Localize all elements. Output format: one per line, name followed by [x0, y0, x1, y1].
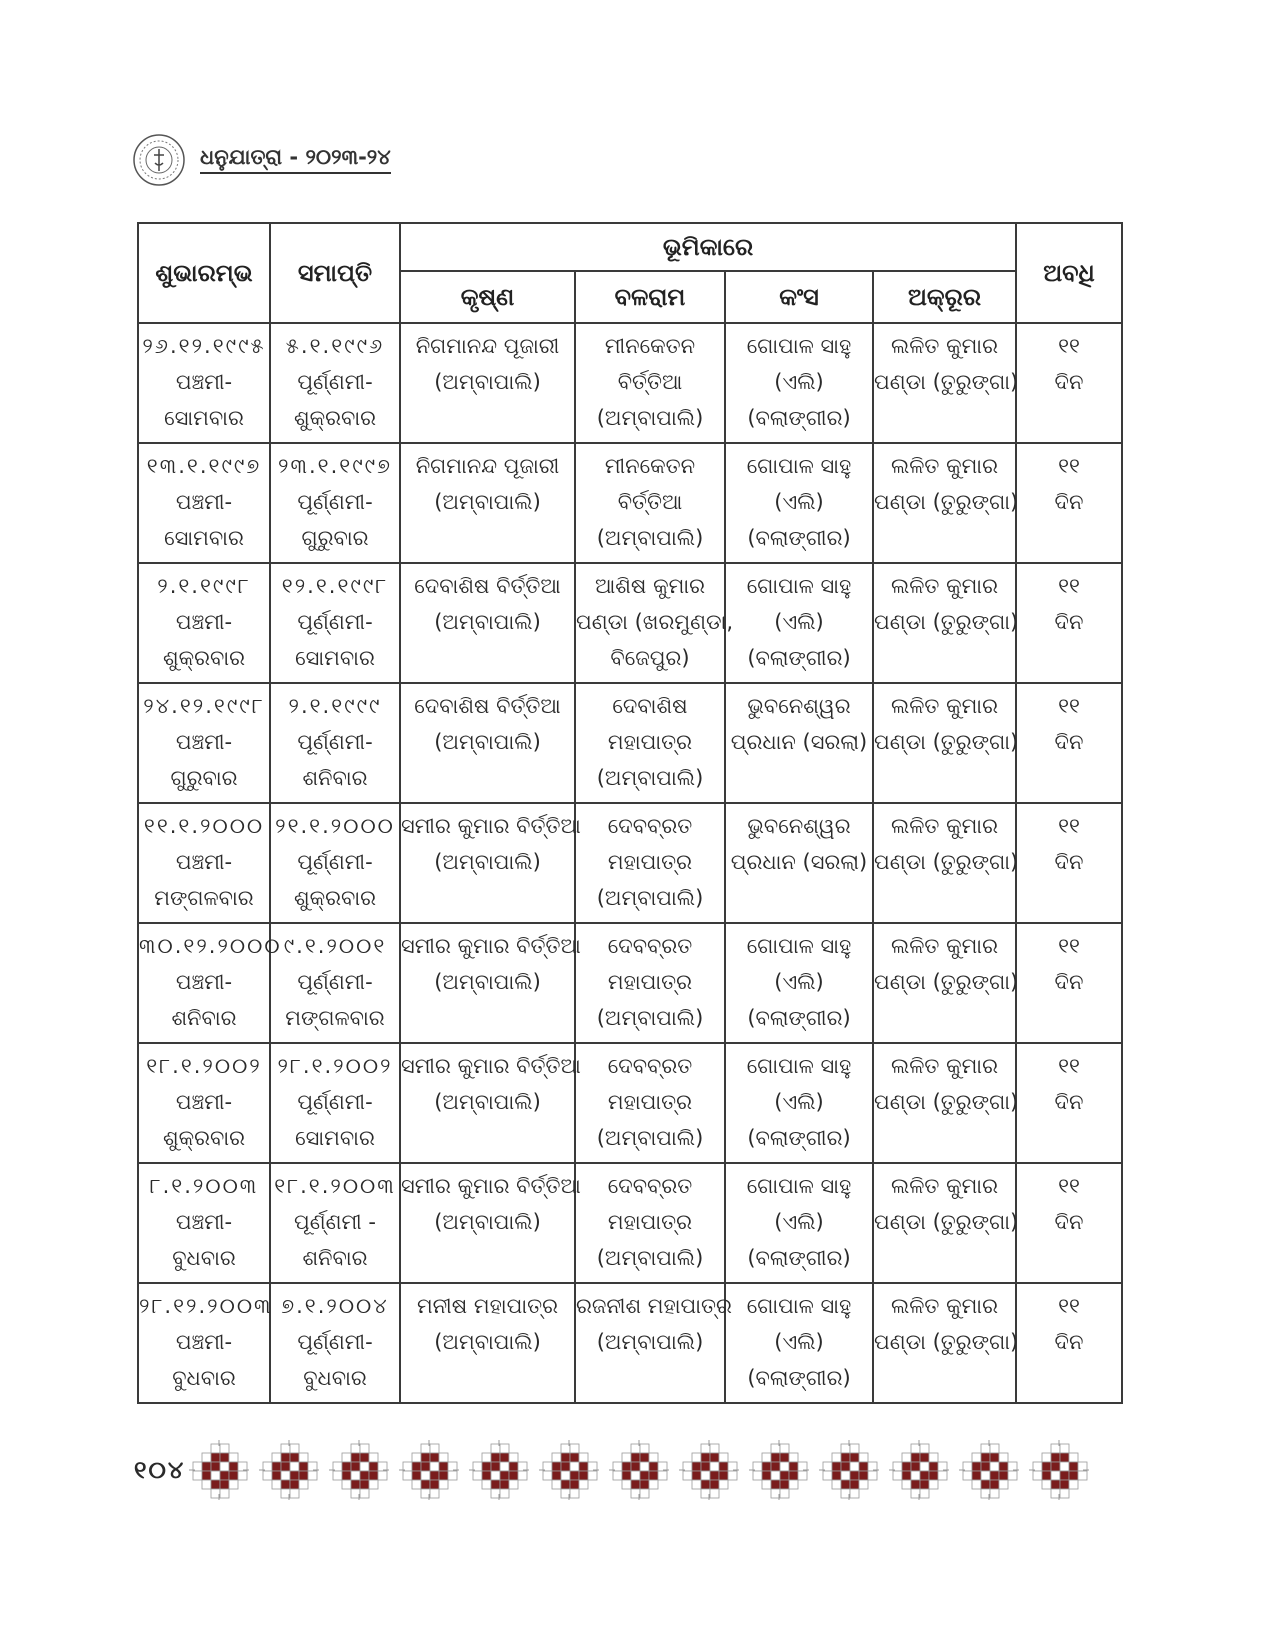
cell-balarama [575, 1283, 732, 1403]
cell-line: ପଣ୍ଡା (ତୁରୁଙ୍ଗା) [874, 370, 1019, 394]
cell-line: (ଏଲି) [774, 1090, 824, 1114]
cell-akrura [873, 683, 1019, 803]
cell-line: ଗୁରୁବାର [170, 766, 238, 790]
cell-balarama [575, 323, 725, 443]
cell-line: ମଙ୍ଗଳବାର [154, 886, 254, 910]
cross-ornament-icon [1029, 1440, 1089, 1500]
cell-line: ୫.୧.୧୯୯୬ [285, 334, 385, 358]
cell-end [270, 923, 400, 1043]
cell-line: (ଅମ୍ବାପାଲି) [434, 1210, 541, 1234]
cell-balarama [575, 1163, 725, 1283]
cell-line: ଦେବାଶିଷ [612, 694, 688, 718]
cell-line: ବିଜେପୁର) [610, 646, 690, 670]
cell-duration [1016, 683, 1122, 803]
cell-line: ଦେବବ୍ରତ [607, 934, 693, 958]
cell-kansa [725, 803, 873, 923]
cell-start [138, 923, 282, 1043]
table-body [138, 323, 1122, 1403]
page-title: ଧନୁଯାତ୍ରା - ୨୦୨୩-୨୪ [200, 146, 391, 174]
cell-line: ଆଶିଷ କୁମାର [594, 574, 706, 598]
cell-line: ୨୬.୧୨.୧୯୯୫ [142, 334, 266, 358]
cell-end [270, 1043, 400, 1163]
cell-line: ୧୧ [1058, 934, 1080, 958]
col-header-end: ସମାପ୍ତି [270, 223, 400, 323]
cell-end [270, 563, 400, 683]
cell-balarama [575, 683, 725, 803]
cell-end [270, 323, 400, 443]
table-row [138, 923, 1122, 1043]
cell-line: ବୁଧବାର [303, 1366, 367, 1390]
col-header-krishna: କୃଷ୍ଣ [400, 271, 575, 323]
cell-line: ପଞ୍ଚମୀ- [175, 610, 233, 634]
cell-line: ୧୧.୧.୨୦୦୦ [143, 814, 265, 838]
cell-line: ପଞ୍ଚମୀ- [175, 970, 233, 994]
cell-balarama [575, 563, 734, 683]
table-row [138, 1283, 1122, 1403]
cell-line: ମହାପାତ୍ର [607, 730, 693, 754]
col-header-roles-group: ଭୂମିକାରେ [400, 223, 1016, 271]
cell-line: (ଅମ୍ବାପାଲି) [434, 1330, 541, 1354]
page-number: ୧୦୪ [134, 1456, 186, 1484]
cell-line: ଲଳିତ କୁମାର [891, 1294, 999, 1318]
cell-line: ଶନିବାର [302, 1246, 368, 1270]
cell-kansa [725, 1043, 873, 1163]
cell-line: ୧୧ [1058, 694, 1080, 718]
cell-krishna [400, 443, 575, 563]
col-header-start: ଶୁଭାରମ୍ଭ [138, 223, 270, 323]
cell-line: ୨୮.୧.୨୦୦୨ [277, 1054, 393, 1078]
cell-kansa [725, 323, 873, 443]
cell-line: ସମୀର କୁମାର ବିର୍ତ୍ତିଆ [401, 1054, 581, 1078]
cell-line: (ଏଲି) [774, 490, 824, 514]
cell-line: ପଞ୍ଚମୀ- [175, 1210, 233, 1234]
cross-ornament-icon [329, 1440, 389, 1500]
cell-line: ୧୧ [1058, 334, 1080, 358]
cell-line: (ବଲାଙ୍ଗୀର) [747, 1126, 851, 1150]
cell-line: ପ୍ରଧାନ (ସରଲା) [730, 730, 868, 754]
cross-ornament-icon [189, 1440, 249, 1500]
cross-ornament-icon [399, 1440, 459, 1500]
cell-krishna [400, 563, 575, 683]
cell-line: ୧୩.୧.୧୯୯୭ [146, 454, 262, 478]
cell-krishna [400, 683, 575, 803]
cell-line: (ଅମ୍ବାପାଲି) [434, 1090, 541, 1114]
table-row [138, 1163, 1122, 1283]
cell-akrura [873, 323, 1019, 443]
cell-line: ପୂର୍ଣ୍ଣମୀ- [297, 1090, 373, 1114]
cell-line: ୧୧ [1058, 574, 1080, 598]
cell-line: ମହାପାତ୍ର [607, 850, 693, 874]
table-row [138, 443, 1122, 563]
cell-line: ପୂର୍ଣ୍ଣମୀ- [297, 850, 373, 874]
cell-line: ଲଳିତ କୁମାର [891, 934, 999, 958]
cell-line: ସୋମବାର [295, 646, 375, 670]
cell-krishna [400, 1163, 581, 1283]
cell-line: ନିଗମାନନ୍ଦ ପୂଜାରୀ [415, 454, 560, 478]
cell-duration [1016, 1283, 1122, 1403]
cell-line: (ଏଲି) [774, 610, 824, 634]
col-header-duration: ଅବଧି [1016, 223, 1122, 323]
cell-line: (ଅମ୍ବାପାଲି) [596, 766, 704, 790]
cell-duration [1016, 1163, 1122, 1283]
cell-line: ଦେବବ୍ରତ [607, 1054, 693, 1078]
cell-akrura [873, 1283, 1019, 1403]
cell-line: ପଣ୍ଡା (ତୁରୁଙ୍ଗା) [874, 1210, 1019, 1234]
cell-line: ୧୮.୧.୨୦୦୩ [274, 1174, 396, 1198]
cell-duration [1016, 923, 1122, 1043]
cell-line: ଗୁରୁବାର [301, 526, 369, 550]
cell-line: ମୀନକେତନ [604, 454, 696, 478]
cell-krishna [400, 923, 581, 1043]
cell-line: ସମୀର କୁମାର ବିର୍ତ୍ତିଆ [401, 1174, 581, 1198]
cell-line: ଦେବବ୍ରତ [607, 1174, 693, 1198]
cell-balarama [575, 1043, 725, 1163]
cell-line: ୩୦.୧୨.୨୦୦୦ [139, 934, 282, 958]
cell-line: ଶନିବାର [302, 766, 368, 790]
cell-line: ଦିନ [1054, 970, 1084, 994]
cell-line: ଗୋପାଳ ସାହୁ [746, 454, 852, 478]
cell-line: ନିଗମାନନ୍ଦ ପୂଜାରୀ [415, 334, 560, 358]
cell-line: ଗୋପାଳ ସାହୁ [746, 334, 852, 358]
cell-line: ଶୁକ୍ରବାର [293, 406, 377, 430]
cell-line: ସୋମବାର [164, 526, 244, 550]
cell-start [138, 683, 270, 803]
cell-line: ପଣ୍ଡା (ତୁରୁଙ୍ଗା) [874, 1330, 1019, 1354]
cell-line: ଲଳିତ କୁମାର [891, 1054, 999, 1078]
cell-line: ମହାପାତ୍ର [607, 1210, 693, 1234]
cell-line: (ଏଲି) [774, 1210, 824, 1234]
cell-line: ପୂର୍ଣ୍ଣମୀ- [297, 730, 373, 754]
cell-line: (ଅମ୍ବାପାଲି) [596, 1006, 704, 1030]
cell-line: (ଅମ୍ବାପାଲି) [596, 1246, 704, 1270]
cell-line: ୨୩.୧.୧୯୯୭ [278, 454, 392, 478]
cell-line: ପଞ୍ଚମୀ- [175, 730, 233, 754]
cell-line: ପଣ୍ଡା (ତୁରୁଙ୍ଗା) [874, 730, 1019, 754]
col-header-akrura: ଅକ୍ରୂର [873, 271, 1016, 323]
cell-line: ଶୁକ୍ରବାର [162, 646, 246, 670]
cell-duration [1016, 563, 1122, 683]
cell-line: ୧୨.୧.୧୯୯୮ [281, 574, 389, 598]
cell-end [270, 1283, 400, 1403]
cell-line: ପଞ୍ଚମୀ- [175, 1090, 233, 1114]
cell-duration [1016, 443, 1122, 563]
col-header-balarama: ବଳରାମ [575, 271, 725, 323]
cell-line: ଲଳିତ କୁମାର [891, 334, 999, 358]
table-row [138, 1043, 1122, 1163]
cell-line: ଦିନ [1054, 490, 1084, 514]
cell-line: ୨୮.୧୨.୨୦୦୩ [139, 1294, 273, 1318]
cell-line: ବୁଧବାର [172, 1246, 236, 1270]
cell-akrura [873, 923, 1019, 1043]
cell-line: ଦିନ [1054, 1090, 1084, 1114]
cell-line: ପୂର୍ଣ୍ଣମୀ- [297, 370, 373, 394]
cell-line: ପୂର୍ଣ୍ଣମୀ- [297, 490, 373, 514]
cell-line: (ବଲାଙ୍ଗୀର) [747, 1366, 851, 1390]
cell-end [270, 443, 400, 563]
cell-line: ପୂର୍ଣ୍ଣମୀ- [297, 970, 373, 994]
cell-end [270, 1163, 400, 1283]
cell-start [138, 563, 270, 683]
cell-line: ପଞ୍ଚମୀ- [175, 490, 233, 514]
cell-line: ଗୋପାଳ ସାହୁ [746, 574, 852, 598]
page-footer [134, 1435, 1099, 1505]
table-row [138, 563, 1122, 683]
cell-line: ଗୋପାଳ ସାହୁ [746, 934, 852, 958]
cell-line: ୨.୧.୧୯୯୮ [157, 574, 251, 598]
cell-line: ପଣ୍ଡା (ତୁରୁଙ୍ଗା) [874, 490, 1019, 514]
cell-line: (ଅମ୍ବାପାଲି) [434, 850, 541, 874]
cell-line: ୧୧ [1058, 1294, 1080, 1318]
table-row [138, 323, 1122, 443]
cell-line: (ଅମ୍ବାପାଲି) [434, 370, 541, 394]
cell-line: ୮.୧.୨୦୦୩ [149, 1174, 259, 1198]
cell-line: ଲଳିତ କୁମାର [891, 574, 999, 598]
cell-line: ଭୁବନେଶ୍ୱର [747, 814, 851, 838]
cell-line: ଭୁବନେଶ୍ୱର [747, 694, 851, 718]
cell-line: ୧୧ [1058, 814, 1080, 838]
cross-ornament-icon [609, 1440, 669, 1500]
cell-start [138, 443, 270, 563]
cross-ornament-icon [539, 1440, 599, 1500]
cell-line: ସମୀର କୁମାର ବିର୍ତ୍ତିଆ [401, 934, 581, 958]
cell-start [138, 803, 270, 923]
cell-line: ୨୪.୧୨.୧୯୯୮ [143, 694, 265, 718]
cell-line: (ଅମ୍ବାପାଲି) [434, 490, 541, 514]
cell-line: ପଞ୍ଚମୀ- [175, 1330, 233, 1354]
cell-kansa [725, 1163, 873, 1283]
cell-line: (ବଲାଙ୍ଗୀର) [747, 1006, 851, 1030]
cell-line: ପଞ୍ଚମୀ- [175, 370, 233, 394]
cell-line: ଶୁକ୍ରବାର [293, 886, 377, 910]
cell-start [138, 323, 270, 443]
cell-line: ପଣ୍ଡା (ତୁରୁଙ୍ଗା) [874, 610, 1019, 634]
cell-line: ଦିନ [1054, 610, 1084, 634]
cell-line: ୨୧.୧.୨୦୦୦ [275, 814, 395, 838]
cell-line: ପଣ୍ଡା (ତୁରୁଙ୍ଗା) [874, 850, 1019, 874]
cell-line: ମୀନକେତନ [604, 334, 696, 358]
cell-line: (ଅମ୍ବାପାଲି) [596, 1126, 704, 1150]
cell-line: ପଣ୍ଡା (ତୁରୁଙ୍ଗା) [874, 970, 1019, 994]
cell-line: ପ୍ରଧାନ (ସରଲା) [730, 850, 868, 874]
cell-line: ପଣ୍ଡା (ଖରମୁଣ୍ଡା, [576, 610, 734, 634]
cell-akrura [873, 563, 1019, 683]
cell-line: ସମୀର କୁମାର ବିର୍ତ୍ତିଆ [401, 814, 581, 838]
table-row [138, 803, 1122, 923]
cell-krishna [400, 1043, 581, 1163]
cell-balarama [575, 803, 725, 923]
cell-line: (ବଲାଙ୍ଗୀର) [747, 646, 851, 670]
cell-line: (ଏଲି) [774, 1330, 824, 1354]
ornament-border [189, 1440, 1099, 1500]
cell-line: ମହାପାତ୍ର [607, 970, 693, 994]
cell-line: ଶନିବାର [171, 1006, 237, 1030]
cell-kansa [725, 683, 873, 803]
cell-line: ୧୧ [1058, 454, 1080, 478]
cell-line: (ଅମ୍ବାପାଲି) [596, 1330, 704, 1354]
cell-line: ପୂର୍ଣ୍ଣମୀ- [297, 610, 373, 634]
cell-line: (ବଲାଙ୍ଗୀର) [747, 1246, 851, 1270]
cell-line: (ବଲାଙ୍ଗୀର) [747, 406, 851, 430]
cell-line: ଲଳିତ କୁମାର [891, 814, 999, 838]
cell-line: ଲଳିତ କୁମାର [891, 694, 999, 718]
cell-line: ପଣ୍ଡା (ତୁରୁଙ୍ଗା) [874, 1090, 1019, 1114]
cell-line: ଦିନ [1054, 850, 1084, 874]
cell-line: (ଅମ୍ବାପାଲି) [434, 730, 541, 754]
cell-line: (ଅମ୍ବାପାଲି) [434, 970, 541, 994]
cell-line: ଦେବାଶିଷ ବିର୍ତ୍ତିଆ [414, 574, 561, 598]
table-row [138, 683, 1122, 803]
cell-line: (ଅମ୍ବାପାଲି) [596, 526, 704, 550]
cell-line: ସୋମବାର [295, 1126, 375, 1150]
cell-akrura [873, 1163, 1019, 1283]
cell-line: ବିର୍ତ୍ତିଆ [617, 370, 683, 394]
cross-ornament-icon [959, 1440, 1019, 1500]
cell-line: ଲଳିତ କୁମାର [891, 454, 999, 478]
cell-krishna [400, 323, 575, 443]
cell-line: (ଅମ୍ବାପାଲି) [596, 406, 704, 430]
cell-line: (ଏଲି) [774, 370, 824, 394]
cell-line: ମହାପାତ୍ର [607, 1090, 693, 1114]
cell-line: ୯.୧.୨୦୦୧ [283, 934, 387, 958]
cell-start [138, 1163, 270, 1283]
cell-start [138, 1283, 273, 1403]
cell-line: ସୋମବାର [164, 406, 244, 430]
cross-ornament-icon [889, 1440, 949, 1500]
cross-ornament-icon [749, 1440, 809, 1500]
cross-ornament-icon [679, 1440, 739, 1500]
cell-line: ଗୋପାଳ ସାହୁ [746, 1054, 852, 1078]
page-header [132, 130, 391, 190]
cell-line: ମଙ୍ଗଳବାର [285, 1006, 385, 1030]
cell-akrura [873, 1043, 1019, 1163]
cell-duration [1016, 1043, 1122, 1163]
cell-line: ଗୋପାଳ ସାହୁ [746, 1294, 852, 1318]
cell-line: ମନୀଷ ମହାପାତ୍ର [416, 1294, 559, 1318]
cell-line: ଦେବାଶିଷ ବିର୍ତ୍ତିଆ [414, 694, 561, 718]
cell-kansa [725, 1283, 873, 1403]
cell-line: ୨.୧.୧୯୯୯ [288, 694, 382, 718]
cell-line: ୧୮.୧.୨୦୦୨ [146, 1054, 262, 1078]
cell-line: ଗୋପାଳ ସାହୁ [746, 1174, 852, 1198]
cell-line: ପୂର୍ଣ୍ଣମୀ- [297, 1330, 373, 1354]
cell-line: ଲଳିତ କୁମାର [891, 1174, 999, 1198]
cell-duration [1016, 803, 1122, 923]
cell-line: (ଅମ୍ବାପାଲି) [596, 886, 704, 910]
cell-balarama [575, 923, 725, 1043]
cell-balarama [575, 443, 725, 563]
cell-line: ବିର୍ତ୍ତିଆ [617, 490, 683, 514]
cell-end [270, 683, 400, 803]
cell-line: (ଏଲି) [774, 970, 824, 994]
cell-line: (ଅମ୍ବାପାଲି) [434, 610, 541, 634]
col-header-kansa: କଂସ [725, 271, 873, 323]
cell-line: ବୁଧବାର [172, 1366, 236, 1390]
cell-akrura [873, 803, 1019, 923]
cell-start [138, 1043, 270, 1163]
cell-duration [1016, 323, 1122, 443]
cell-end [270, 803, 400, 923]
cell-kansa [725, 563, 873, 683]
cell-krishna [400, 803, 581, 923]
cell-krishna [400, 1283, 575, 1403]
cell-line: ପଞ୍ଚମୀ- [175, 850, 233, 874]
cell-line: ଦିନ [1054, 1210, 1084, 1234]
cell-line: ରଜନୀଶ ମହାପାତ୍ର [576, 1294, 732, 1318]
cross-ornament-icon [819, 1440, 879, 1500]
cell-line: ୧୧ [1058, 1174, 1080, 1198]
cell-akrura [873, 443, 1019, 563]
cell-kansa [725, 923, 873, 1043]
cell-line: ଦେବବ୍ରତ [607, 814, 693, 838]
cell-line: ୭.୧.୨୦୦୪ [281, 1294, 389, 1318]
cell-line: ଦିନ [1054, 370, 1084, 394]
cross-ornament-icon [469, 1440, 529, 1500]
cross-ornament-icon [259, 1440, 319, 1500]
cell-kansa [725, 443, 873, 563]
cell-line: (ବଲାଙ୍ଗୀର) [747, 526, 851, 550]
cell-line: ଦିନ [1054, 1330, 1084, 1354]
cell-line: ୧୧ [1058, 1054, 1080, 1078]
cell-line: ଦିନ [1054, 730, 1084, 754]
cell-line: ଶୁକ୍ରବାର [162, 1126, 246, 1150]
cell-line: ପୂର୍ଣ୍ଣମୀ - [294, 1210, 376, 1234]
seal-emblem-icon [132, 133, 186, 187]
dhanuyatra-roles-table [137, 222, 1123, 1404]
